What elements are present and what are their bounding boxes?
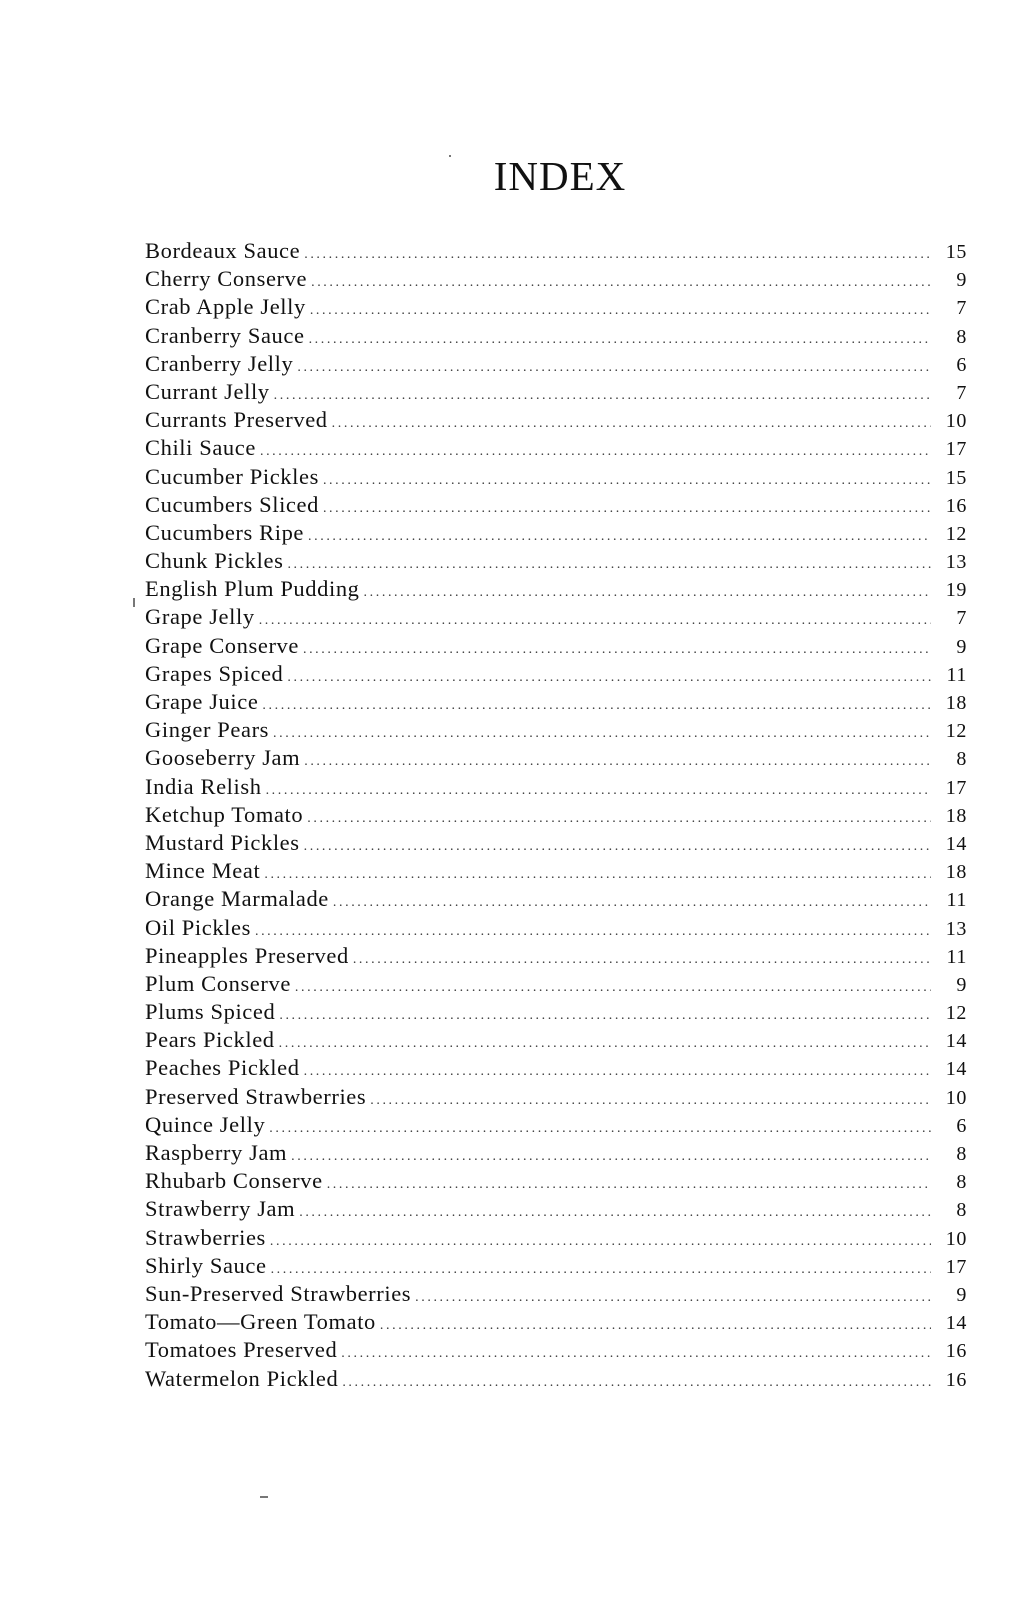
entry-label: Cherry Conserve [145,266,308,292]
entry-label: Peaches Pickled [145,1055,300,1081]
entry-label: Tomatoes Preserved [145,1337,338,1363]
index-entry [145,830,967,858]
entry-page-number: 11 [946,889,967,912]
scan-speck [449,155,451,157]
entry-label: Grape Conserve [145,632,299,658]
entry-page-number: 9 [956,973,967,996]
dot-leader [262,698,931,714]
dot-leader [270,1234,931,1250]
dot-leader [342,1375,931,1391]
entry-page-number: 6 [956,1114,967,1137]
dot-leader [255,924,931,940]
entry-page-number: 15 [945,241,967,263]
entry-page-number: 9 [956,1283,967,1306]
dot-leader [327,1177,931,1193]
entry-label: Grapes Spiced [145,660,284,686]
entry-label: English Plum Pudding [145,576,360,602]
entry-page-number: 17 [945,1255,967,1278]
entry-label: Gooseberry Jam [145,745,301,771]
dot-leader [274,388,931,404]
dot-leader [364,585,931,601]
dot-leader [303,642,931,658]
dot-leader [291,1149,931,1165]
entry-page-number: 14 [945,1312,967,1335]
entry-page-number: 12 [945,1002,967,1025]
dot-leader [266,783,931,799]
entry-page-number: 8 [956,1199,967,1222]
index-entry [145,492,967,520]
index-entry [145,886,967,914]
entry-label: Mustard Pickles [145,829,300,855]
entry-label: Chunk Pickles [145,548,284,574]
index-entry [145,858,967,886]
entry-page-number: 19 [945,579,967,602]
dot-leader [304,1064,931,1080]
entry-label: Cucumber Pickles [145,463,319,489]
dot-leader [304,247,931,263]
index-entry [145,351,967,379]
dot-leader [353,952,931,968]
entry-label: Oil Pickles [145,914,251,940]
entry-page-number: 14 [945,1030,967,1053]
dot-leader [269,1121,931,1137]
index-entry [145,802,967,830]
entry-page-number: 10 [945,1086,967,1109]
entry-page-number: 11 [946,663,967,686]
entry-label: Ginger Pears [145,717,270,743]
dot-leader [370,1093,931,1109]
entry-label: Plums Spiced [145,999,276,1025]
index-entry [145,661,967,689]
entry-page-number: 8 [956,325,967,348]
entry-page-number: 12 [945,720,967,743]
dot-leader [264,867,931,883]
index-entry [145,689,967,717]
entry-label: Tomato—Green Tomato [145,1309,376,1335]
index-entry [145,745,967,773]
entry-page-number: 13 [945,551,967,574]
index-entry [145,1337,967,1365]
entry-page-number: 9 [956,635,967,658]
index-entry [145,435,967,463]
entry-label: Raspberry Jam [145,1140,288,1165]
index-entry [145,1140,967,1168]
dot-leader [332,416,931,432]
dot-leader [299,1205,931,1221]
dot-leader [260,444,931,460]
dot-leader [309,332,931,348]
entry-label: Plum Conserve [145,970,291,996]
index-entry [145,1309,967,1337]
dot-leader [333,895,931,911]
index-entry [145,1112,967,1140]
entry-label: Pineapples Preserved [145,942,349,968]
index-entry [145,323,967,351]
dot-leader [311,275,931,291]
dot-leader [279,1036,931,1052]
index-entry [145,238,967,266]
index-entry [145,943,967,971]
entry-page-number: 11 [946,945,967,968]
entry-label: Quince Jelly [145,1111,266,1137]
dot-leader [323,473,931,489]
index-entry [145,633,967,661]
entry-page-number: 8 [956,748,967,771]
index-entry [145,915,967,943]
entry-page-number: 10 [945,1227,967,1250]
entry-label: Orange Marmalade [145,886,329,912]
entry-label: Sun-Preserved Strawberries [145,1280,412,1306]
entry-page-number: 17 [945,438,967,461]
entry-label: Grape Juice [145,689,259,714]
dot-leader [310,303,931,319]
index-entry [145,1055,967,1083]
dot-leader [273,726,931,742]
entry-page-number: 13 [945,917,967,940]
entry-page-number: 16 [945,1340,967,1363]
entry-label: Mince Meat [145,858,261,884]
dot-leader [297,360,931,376]
entry-page-number: 7 [956,297,967,320]
dot-leader [304,754,931,770]
index-entry [145,999,967,1027]
dot-leader [304,839,931,855]
entry-label: Preserved Strawberries [145,1083,367,1109]
dot-leader [287,670,931,686]
entry-page-number: 14 [945,1058,967,1081]
entry-label: Strawberries [145,1224,266,1250]
entry-page-number: 10 [945,410,967,433]
scan-speck [133,598,135,607]
dot-leader [295,980,931,996]
dot-leader [259,613,931,629]
index-entry [145,464,967,492]
index-entry [145,1366,967,1394]
index-entry [145,548,967,576]
dot-leader [341,1346,931,1362]
index-entry [145,1196,967,1224]
entry-label: Bordeaux Sauce [145,238,301,263]
entry-page-number: 18 [945,861,967,884]
entry-label: Chili Sauce [145,435,256,461]
entry-page-number: 15 [945,466,967,489]
entry-page-number: 17 [945,776,967,799]
dot-leader [287,557,931,573]
scan-speck [260,1496,268,1498]
entry-label: India Relish [145,773,262,799]
entry-page-number: 9 [956,269,967,292]
page-title: INDEX [493,153,627,199]
entry-label: Pears Pickled [145,1027,275,1053]
index-entry [145,576,967,604]
entry-page-number: 8 [956,1171,967,1194]
entry-page-number: 16 [945,494,967,517]
entry-label: Shirly Sauce [145,1252,267,1278]
dot-leader [380,1318,931,1334]
entry-label: Cucumbers Sliced [145,491,319,517]
dot-leader [279,1008,931,1024]
entry-label: Currants Preserved [145,407,328,433]
dot-leader [323,501,931,517]
entry-label: Currant Jelly [145,378,270,404]
entry-page-number: 6 [956,353,967,376]
entry-page-number: 7 [956,607,967,630]
index-entry [145,407,967,435]
index-entry [145,717,967,745]
index-list [145,238,967,1394]
dot-leader [271,1262,931,1278]
index-entry [145,1168,967,1196]
index-entry [145,1225,967,1253]
entry-label: Crab Apple Jelly [145,294,306,320]
index-entry [145,1027,967,1055]
index-entry [145,266,967,294]
index-entry [145,774,967,802]
entry-label: Cucumbers Ripe [145,519,305,545]
entry-page-number: 14 [945,832,967,855]
index-entry [145,294,967,322]
index-entry [145,971,967,999]
dot-leader [415,1290,931,1306]
dot-leader [308,529,931,545]
index-entry [145,1253,967,1281]
entry-page-number: 16 [945,1368,967,1391]
entry-page-number: 12 [945,522,967,545]
entry-label: Grape Jelly [145,604,255,630]
index-entry [145,1281,967,1309]
index-entry [145,1084,967,1112]
entry-label: Cranberry Sauce [145,322,305,348]
index-entry [145,604,967,632]
entry-page-number: 18 [945,692,967,714]
dot-leader [307,811,931,827]
entry-page-number: 18 [945,804,967,827]
entry-label: Rhubarb Conserve [145,1168,323,1194]
entry-label: Cranberry Jelly [145,350,294,376]
index-entry [145,520,967,548]
index-entry [145,379,967,407]
entry-label: Strawberry Jam [145,1196,296,1222]
entry-label: Watermelon Pickled [145,1365,339,1391]
entry-page-number: 7 [956,381,967,404]
entry-page-number: 8 [956,1143,967,1165]
entry-label: Ketchup Tomato [145,801,304,827]
